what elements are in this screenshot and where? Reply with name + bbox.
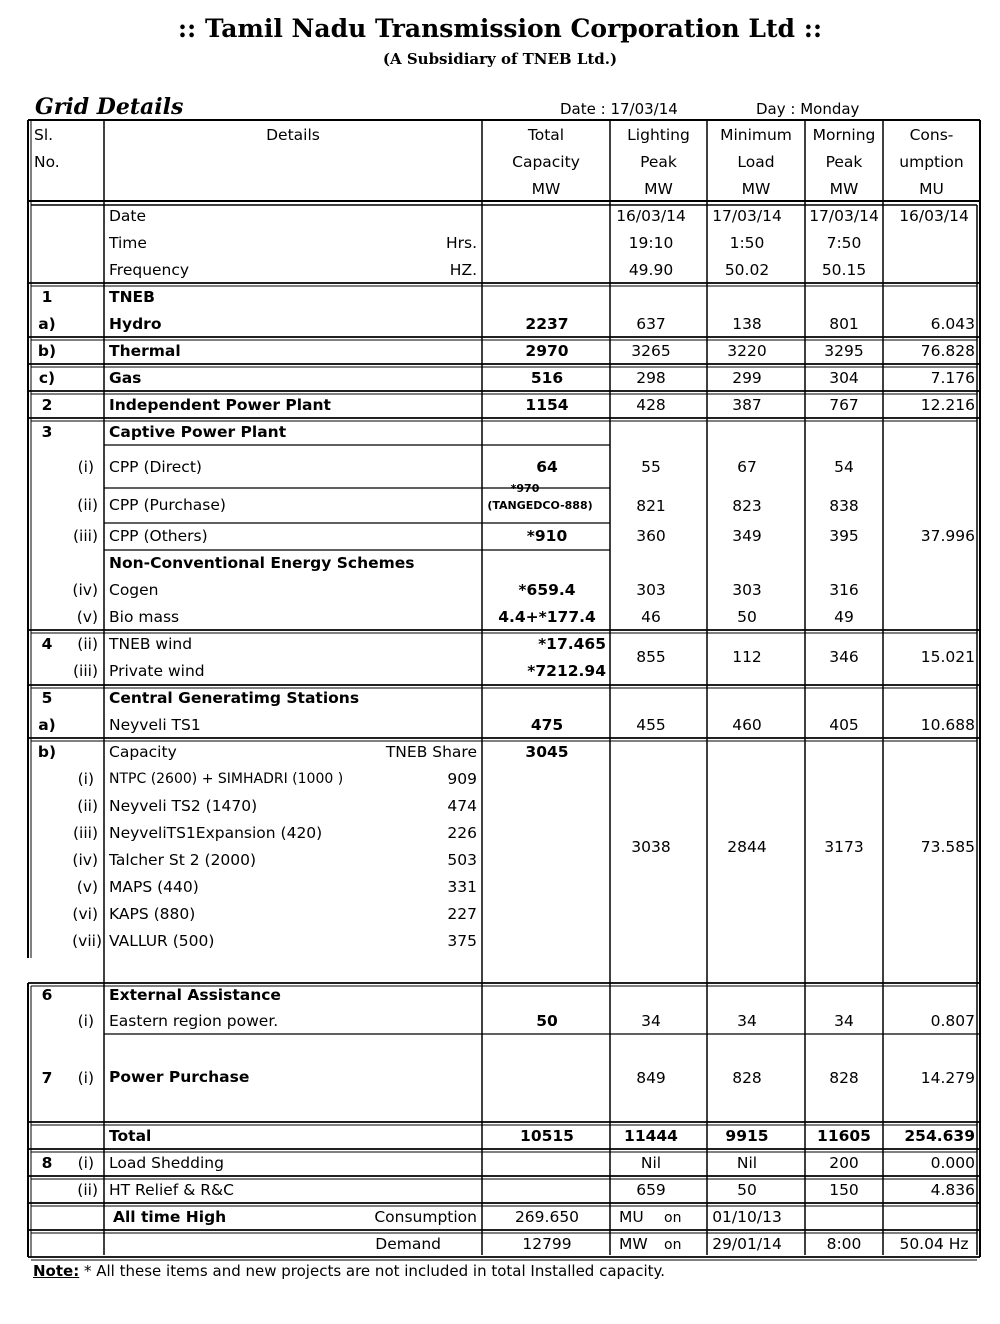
table-cell: Date (109, 207, 147, 225)
table-cell: 3 (41, 423, 53, 441)
table-cell: Captive Power Plant (109, 423, 287, 441)
table-cell: MW (619, 1235, 648, 1253)
table-cell: 29/01/14 (712, 1235, 782, 1253)
table-cell: 3045 (525, 743, 569, 761)
table-cell: Talcher St 2 (2000) (109, 851, 257, 869)
table-cell: Eastern region power. (109, 1012, 279, 1030)
table-cell: MAPS (440) (109, 878, 199, 896)
table-cell: 11605 (817, 1127, 871, 1145)
table-cell: Consumption (374, 1208, 477, 1226)
column-header: Load (737, 153, 775, 171)
table-cell: 15.021 (920, 648, 975, 666)
table-cell: (i) (77, 1154, 94, 1172)
table-cell: CPP (Purchase) (109, 496, 226, 514)
table-cell: 49 (834, 608, 854, 626)
table-cell: 10.688 (920, 716, 975, 734)
table-cell: (vii) (72, 932, 102, 950)
column-header: Morning (812, 126, 876, 144)
table-cell: 360 (636, 527, 666, 545)
table-cell: c) (38, 369, 56, 387)
table-cell: 16/03/14 (899, 207, 969, 225)
table-cell: 200 (829, 1154, 859, 1172)
report-date: Date : 17/03/14 (560, 100, 678, 118)
table-cell: 10515 (520, 1127, 574, 1145)
table-cell: (TANGEDCO-888) (487, 499, 593, 512)
table-cell: 226 (447, 824, 477, 842)
table-cell: 50 (737, 608, 757, 626)
table-cell: 4.836 (930, 1181, 975, 1199)
table-cell: 298 (636, 369, 666, 387)
table-cell: 6 (41, 986, 53, 1004)
table-cell: 73.585 (920, 838, 975, 856)
table-cell: b) (37, 342, 57, 360)
table-cell: 460 (732, 716, 762, 734)
table-cell: 7:50 (826, 234, 862, 252)
table-cell: 11444 (624, 1127, 678, 1145)
column-header: MW (531, 180, 561, 198)
table-cell: 346 (829, 648, 859, 666)
table-cell: 637 (636, 315, 666, 333)
table-cell: Time (109, 234, 147, 252)
table-cell: (iii) (72, 662, 98, 680)
table-cell: 0.807 (930, 1012, 975, 1030)
column-header: Peak (640, 153, 677, 171)
table-cell: TNEB (109, 288, 155, 306)
table-cell: on (664, 1237, 682, 1253)
report-day: Day : Monday (756, 100, 860, 118)
table-cell: 37.996 (920, 527, 975, 545)
table-cell: Neyveli TS1 (109, 716, 201, 734)
table-cell: 316 (829, 581, 859, 599)
table-cell: 659 (636, 1181, 666, 1199)
column-header: Total (527, 126, 565, 144)
table-cell: (iv) (72, 851, 98, 869)
column-header: Sl. (34, 126, 54, 144)
table-cell: 455 (636, 716, 666, 734)
table-cell: 17/03/14 (712, 207, 782, 225)
table-cell: 4 (41, 635, 53, 653)
table-cell: 821 (636, 497, 666, 515)
note-text: * All these items and new projects are not included in total Installed capacity. (79, 1262, 666, 1280)
table-cell: 50 (536, 1012, 558, 1030)
column-header: Details (266, 126, 320, 144)
table-cell: 46 (641, 608, 661, 626)
table-cell: 828 (732, 1069, 762, 1087)
table-cell: 503 (447, 851, 477, 869)
table-cell: 1:50 (729, 234, 765, 252)
table-cell: b) (37, 743, 57, 761)
table-cell: 64 (536, 458, 558, 476)
table-cell: Neyveli TS2 (1470) (109, 797, 258, 815)
table-cell: (iv) (72, 581, 98, 599)
table-cell: HZ. (449, 261, 477, 279)
table-cell: 14.279 (920, 1069, 975, 1087)
table-cell: 50 (737, 1181, 757, 1199)
table-cell: 34 (641, 1012, 661, 1030)
table-cell: Nil (640, 1154, 662, 1172)
column-header: Capacity (512, 153, 580, 171)
column-header: MW (741, 180, 771, 198)
table-cell: on (664, 1210, 682, 1226)
table-cell: Hrs. (445, 234, 477, 252)
table-cell: NeyveliTS1Expansion (420) (109, 824, 323, 842)
table-cell: Demand (375, 1235, 441, 1253)
table-cell: Cogen (109, 581, 159, 599)
column-header: MW (829, 180, 859, 198)
column-header: Minimum (720, 126, 792, 144)
column-header: Peak (825, 153, 863, 171)
table-cell: 3173 (824, 838, 864, 856)
table-cell: (i) (77, 458, 94, 476)
table-cell: 3220 (727, 342, 767, 360)
table-cell: MU (619, 1208, 644, 1226)
table-cell: 855 (636, 648, 666, 666)
table-cell: 474 (447, 797, 477, 815)
table-cell: 269.650 (514, 1208, 580, 1226)
table-cell: Capacity (109, 743, 177, 761)
table-cell: 1154 (525, 396, 569, 414)
column-header: Lighting (627, 126, 690, 144)
table-cell: 227 (447, 905, 477, 923)
table-cell: a) (38, 315, 56, 333)
table-cell: (ii) (77, 496, 98, 514)
table-cell: All time High (113, 1208, 227, 1226)
table-cell: 3265 (631, 342, 671, 360)
table-cell: 3295 (824, 342, 864, 360)
table-cell: 16/03/14 (616, 207, 686, 225)
table-cell: 395 (829, 527, 859, 545)
column-header: umption (899, 153, 964, 171)
table-cell: (v) (76, 608, 98, 626)
table-cell: 12.216 (920, 396, 975, 414)
table-cell: (iii) (72, 527, 98, 545)
table-cell: (i) (77, 770, 94, 788)
column-header: Cons- (909, 126, 954, 144)
table-cell: 0.000 (930, 1154, 975, 1172)
table-cell: 34 (737, 1012, 757, 1030)
table-cell: 475 (530, 716, 564, 734)
table-cell: (v) (76, 878, 98, 896)
table-cell: Gas (109, 369, 142, 387)
table-cell: CPP (Direct) (109, 458, 202, 476)
table-cell: 9915 (725, 1127, 769, 1145)
table-cell: 6.043 (930, 315, 975, 333)
grid-details-title: Grid Details (35, 94, 184, 120)
table-cell: 4.4+*177.4 (498, 608, 596, 626)
table-cell: 801 (829, 315, 859, 333)
table-cell: TNEB Share (385, 743, 477, 761)
table-cell: (ii) (77, 797, 98, 815)
table-cell: 5 (41, 689, 53, 707)
table-cell: (ii) (77, 635, 98, 653)
table-cell: 828 (829, 1069, 859, 1087)
column-header: MW (644, 180, 673, 198)
table-cell: KAPS (880) (109, 905, 196, 923)
table-cell: Non-Conventional Energy Schemes (109, 554, 415, 572)
table-cell: 138 (732, 315, 762, 333)
table-cell: Thermal (109, 342, 181, 360)
table-cell: Total (109, 1127, 152, 1145)
table-cell: 17/03/14 (809, 207, 879, 225)
table-cell: 909 (447, 770, 477, 788)
table-cell: 150 (829, 1181, 859, 1199)
table-cell: External Assistance (109, 986, 281, 1004)
table-cell: 49.90 (628, 261, 674, 279)
table-cell: 19:10 (628, 234, 674, 252)
table-cell: 34 (834, 1012, 854, 1030)
table-cell: Frequency (109, 261, 190, 279)
table-cell: Power Purchase (109, 1068, 250, 1086)
table-cell: 823 (732, 497, 762, 515)
table-cell: 01/10/13 (712, 1208, 782, 1226)
table-cell: 516 (530, 369, 564, 387)
table-cell: 304 (829, 369, 859, 387)
table-cell: Hydro (109, 315, 162, 333)
table-cell: 303 (732, 581, 762, 599)
table-cell: *659.4 (518, 581, 576, 599)
table-cell: VALLUR (500) (109, 932, 215, 950)
table-cell: 349 (732, 527, 762, 545)
table-cell: 428 (636, 396, 666, 414)
table-cell: Central Generatimg Stations (109, 689, 360, 707)
table-cell: 3038 (631, 838, 671, 856)
table-cell: TNEB wind (109, 635, 193, 653)
table-cell: *17.465 (538, 635, 606, 653)
table-cell: 7.176 (930, 369, 975, 387)
table-cell: Load Shedding (109, 1154, 224, 1172)
table-cell: 767 (829, 396, 859, 414)
table-cell: 55 (641, 458, 661, 476)
table-cell: *910 (526, 527, 568, 545)
table-cell: 54 (834, 458, 854, 476)
table-cell: 50.04 Hz (899, 1235, 969, 1253)
table-cell: Bio mass (109, 608, 180, 626)
table-cell: Nil (736, 1154, 758, 1172)
table-cell: 50.15 (821, 261, 867, 279)
table-cell: 2 (41, 396, 53, 414)
table-cell: 12799 (522, 1235, 572, 1253)
table-cell: 303 (636, 581, 666, 599)
page-subtitle: (A Subsidiary of TNEB Ltd.) (382, 50, 618, 68)
table-cell: 2237 (525, 315, 569, 333)
table-cell: 838 (829, 497, 859, 515)
table-cell: 331 (447, 878, 477, 896)
table-cell: 8 (41, 1154, 53, 1172)
table-cell: 8:00 (826, 1235, 862, 1253)
table-cell: a) (38, 716, 56, 734)
note-label: Note: (33, 1262, 80, 1280)
table-cell: 2844 (727, 838, 767, 856)
table-cell: Private wind (109, 662, 205, 680)
table-cell: CPP (Others) (109, 527, 208, 545)
table-cell: HT Relief & R&C (109, 1181, 234, 1199)
table-cell: 76.828 (920, 342, 975, 360)
table-cell: (iii) (72, 824, 98, 842)
table-cell: 849 (636, 1069, 666, 1087)
table-cell: (vi) (72, 905, 98, 923)
table-cell: 112 (732, 648, 762, 666)
table-cell: 50.02 (724, 261, 770, 279)
footnote (33, 1262, 665, 1280)
table-cell: 254.639 (904, 1127, 975, 1145)
table-cell: (ii) (77, 1181, 98, 1199)
table-cell: 405 (829, 716, 859, 734)
table-cell: 67 (737, 458, 757, 476)
table-cell: 387 (732, 396, 762, 414)
table-cell: Independent Power Plant (109, 396, 331, 414)
table-cell: (i) (77, 1069, 94, 1087)
table-cell: NTPC (2600) + SIMHADRI (1000 ) (109, 771, 344, 787)
page-title: :: Tamil Nadu Transmission Corporation Ltd :: (177, 14, 823, 43)
table-cell: 1 (41, 288, 53, 306)
table-cell: (i) (77, 1012, 94, 1030)
table-cell: 2970 (525, 342, 569, 360)
table-cell: 375 (447, 932, 477, 950)
column-header: No. (34, 153, 60, 171)
table-cell: *7212.94 (527, 662, 606, 680)
table-cell: *970 (510, 482, 540, 495)
column-header: MU (919, 180, 944, 198)
table-cell: 299 (732, 369, 762, 387)
table-cell: 7 (41, 1069, 53, 1087)
